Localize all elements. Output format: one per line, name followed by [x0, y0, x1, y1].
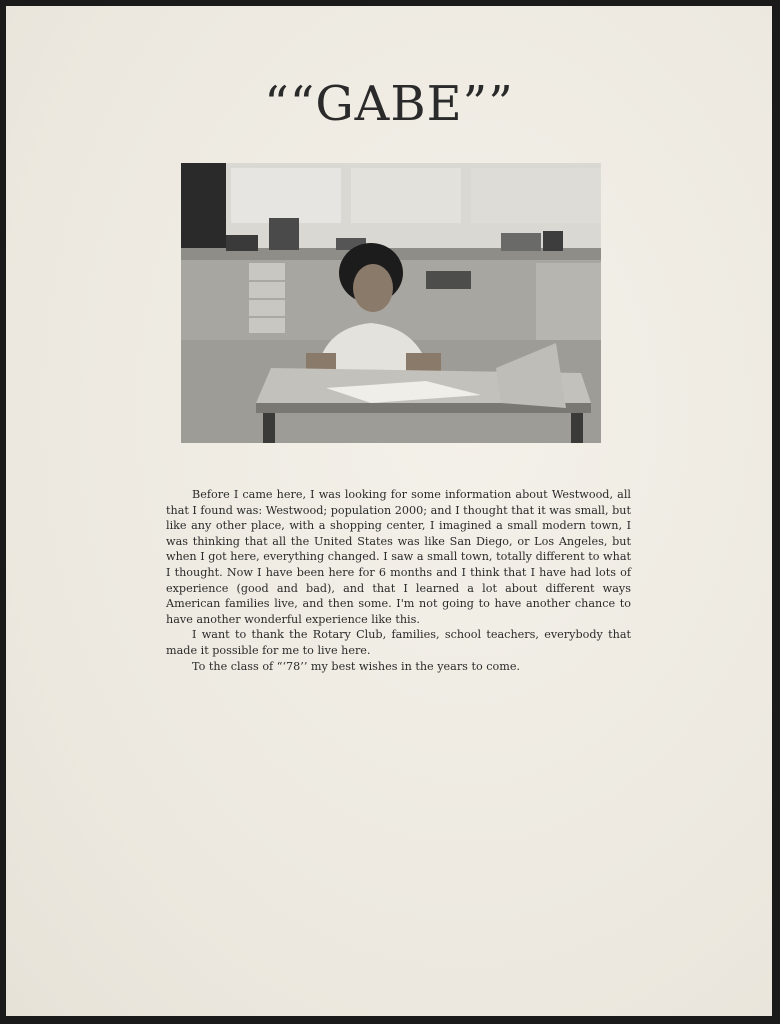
yearbook-page: [6, 6, 772, 1016]
paragraph: Before I came here, I was looking for some information about Westwood, all that I found was: Westwood; population 2000; and I thought that it was small, but like any other place, with a shopping center, I imagined a small modern town, I was thinking that all the United States was like San Diego, or Los Angeles, but when I got here, everything changed. I saw a small town, totally different to what I thought. Now I have been here for 6 months and I think that I have had lots of experience (good and bad), and that I learned a lot about different ways American families live, and then some. I'm not going to have another chance to have another wonderful experience like this.: [166, 488, 631, 626]
classroom-photo-illustration: [181, 163, 601, 443]
paragraph: To the class of “‘78’’ my best wishes in the years to come.: [192, 659, 521, 673]
body-text: [166, 487, 631, 674]
student-photo: [181, 163, 601, 443]
paragraph: I want to thank the Rotary Club, families, school teachers, everybody that made it possible for me to live here.: [166, 628, 631, 657]
page-title: ““GABE””: [264, 76, 514, 132]
